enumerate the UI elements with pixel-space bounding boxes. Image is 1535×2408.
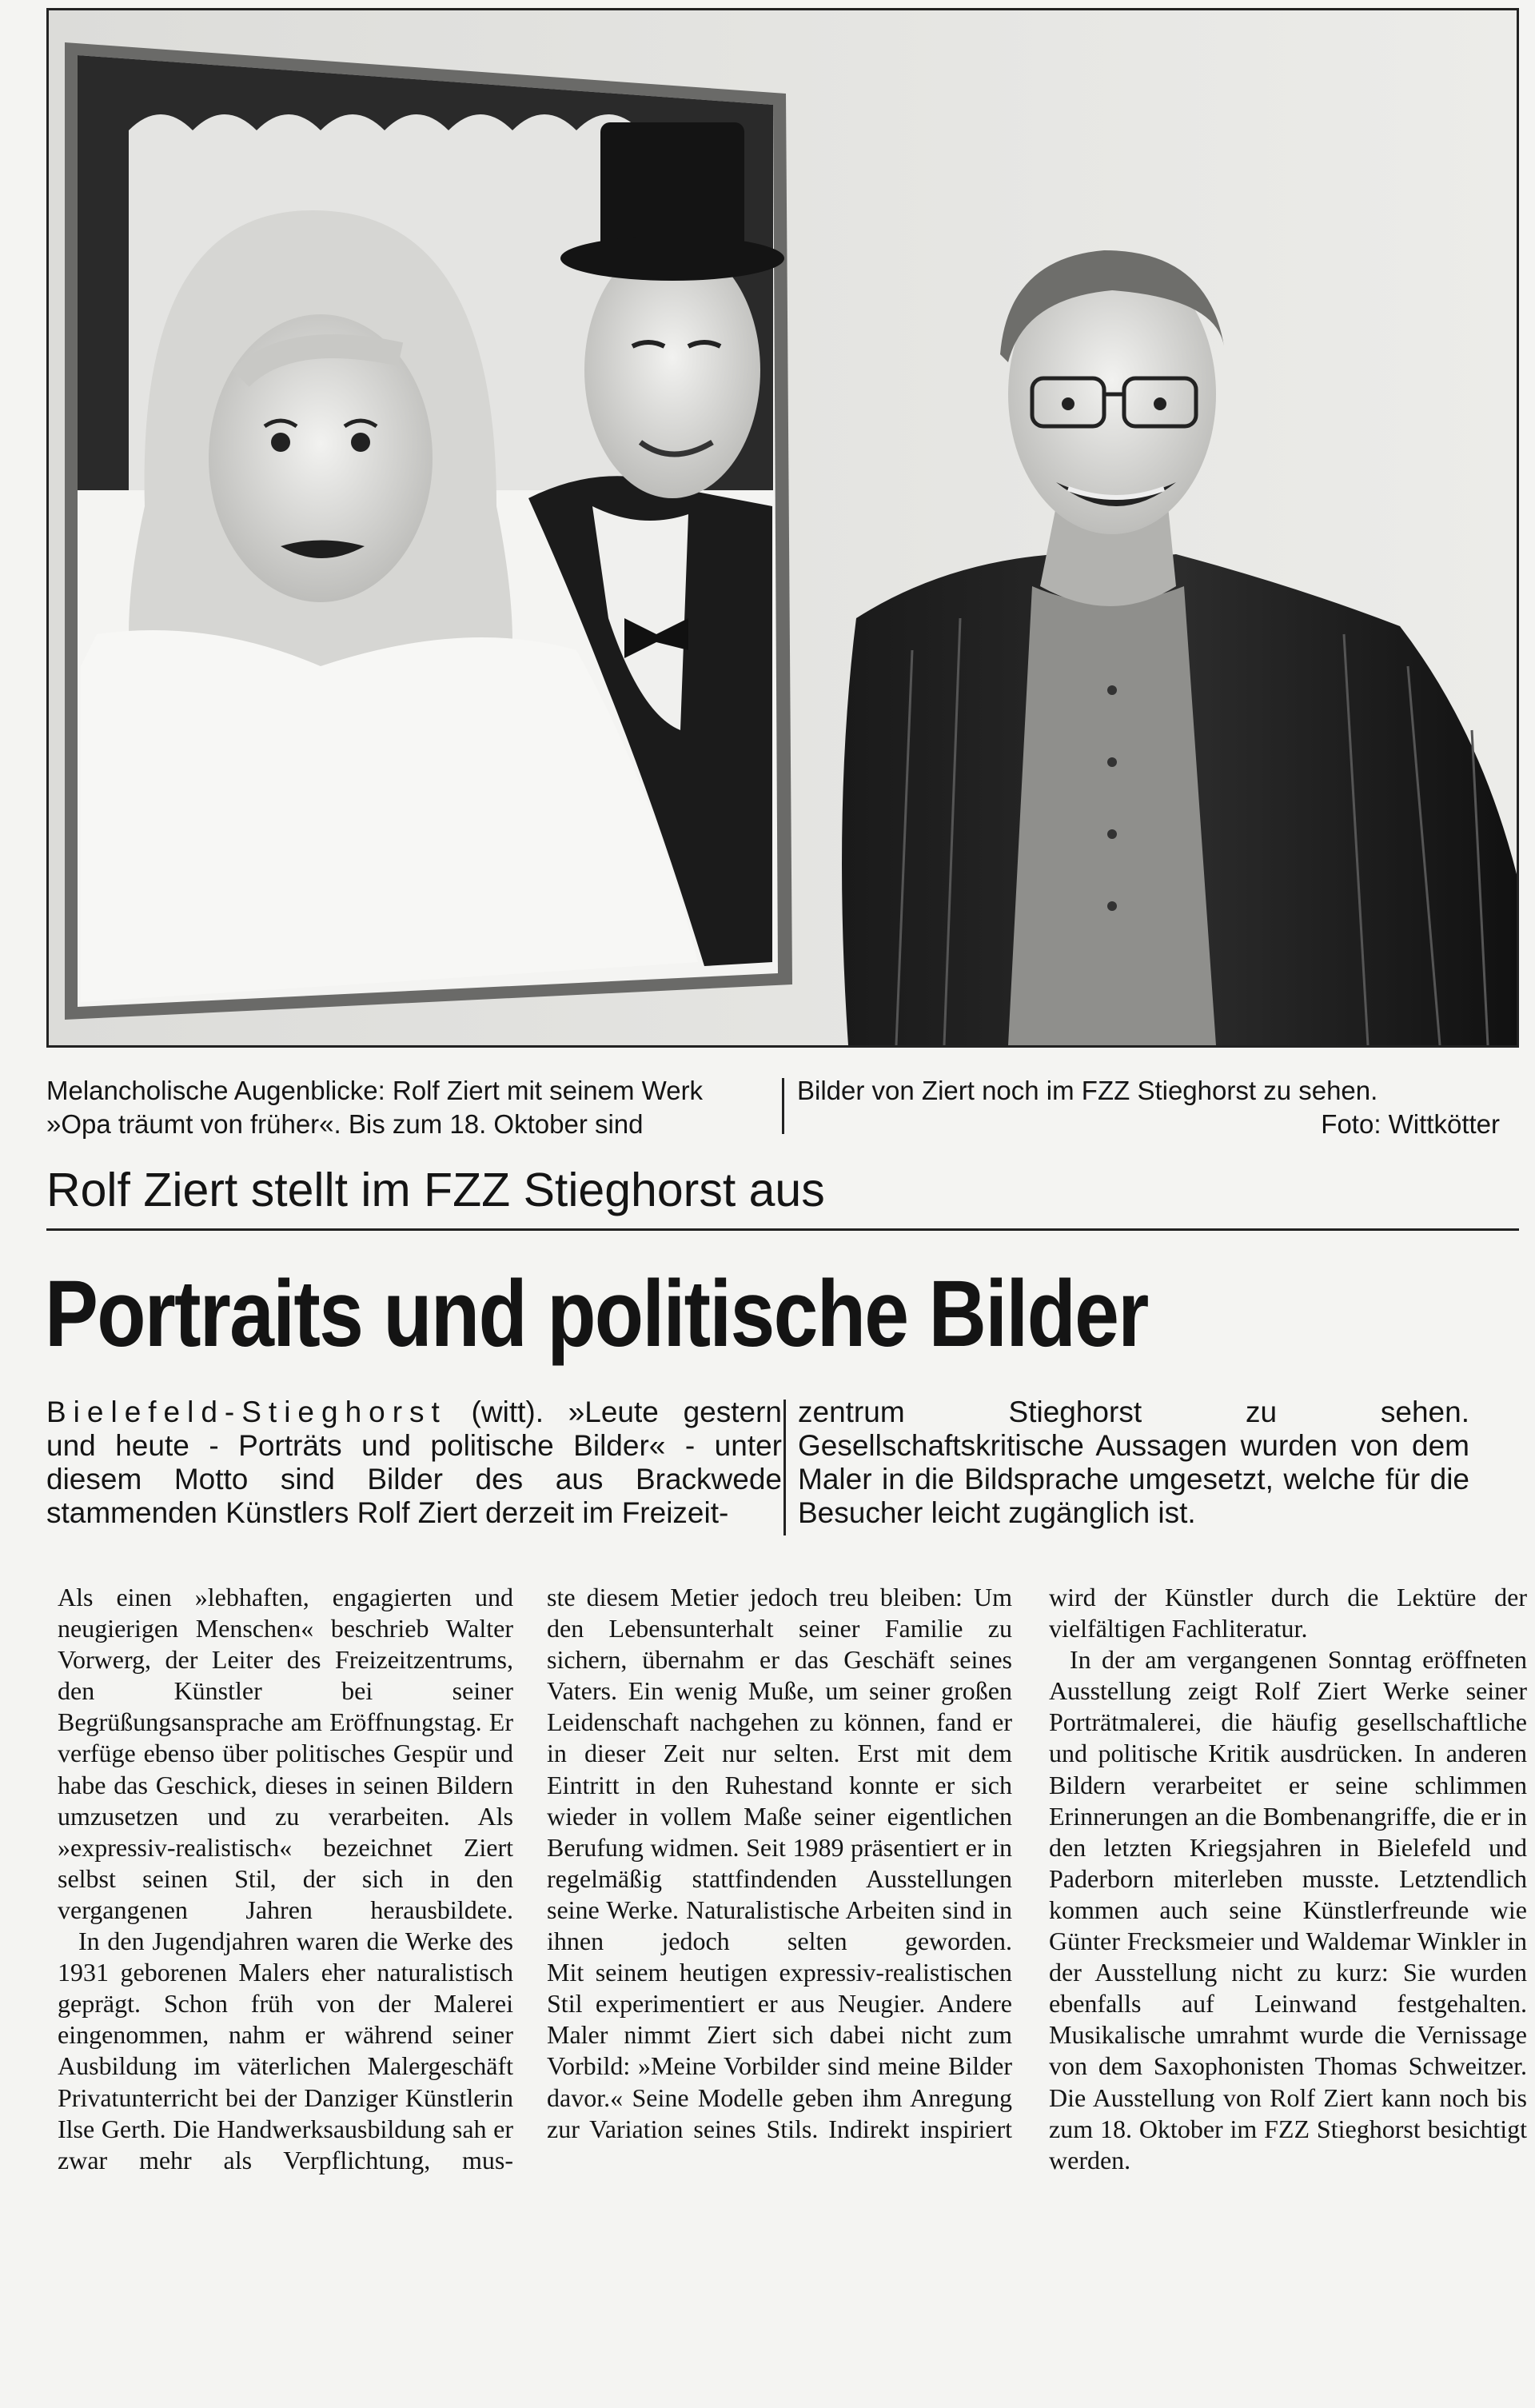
kicker-rule — [46, 1228, 1519, 1231]
body-paragraph: In der am vergangenen Sonntag eröffneten Ausstellung zeigt Rolf Ziert Werke seiner Porträtmalerei, die häufig gesellschaftliche und politische Kritik ausdrücken. In anderen Bildern verarbeitet er seine schlimmen Erinnerungen an die Bombenangriffe, die er in den letzten Kriegsjahren in Bielefeld und Paderborn miterleben musste. Letztendlich kommen auch seine Künstlerfreunde wie Günter Frecksmeier und Waldemar Winkler in der Ausstellung nicht zu kurz: Sie wurden ebenfalls auf Leinwand festgehalten. Musikalische umrahmt wurde die Vernissage von dem Saxophonisten Thomas Schweitzer. — [1049, 1645, 1527, 2081]
lead-column-right — [798, 1396, 1469, 1530]
body-column-1 — [58, 1582, 513, 2176]
body-paragraph: wird der Künstler durch die Lektüre der vielfältigen Fachliteratur. — [1049, 1583, 1527, 1643]
photo-caption-line-3: Bilder von Ziert noch im FZZ Stieghorst zu sehen. — [797, 1076, 1378, 1105]
body-paragraph: ste diesem Metier jedoch treu bleiben: Um den Lebensunterhalt seiner Familie zu sichern, übernahm er das Geschäft seines Vaters. Ein wenig Muße, um seiner großen Leidenschaft nachgehen zu können, fand er in dieser Zeit nur selten. Erst mit dem Eintritt in den Ruhestand konnte er sich wieder in vollem Maße seiner eigentlichen Berufung widmen. Seit 1989 präsentiert er in regelmäßig stattfindenden Ausstellungen seine Werke. Naturalistische Arbeiten sind in ihnen jedoch selten geworden. — [547, 1583, 1012, 1956]
article-headline: Portraits und politische Bilder — [45, 1261, 1148, 1367]
photo-caption-line-1: Melancholische Augenblicke: Rolf Ziert mit seinem Werk — [46, 1076, 704, 1105]
lead-column-left — [46, 1396, 782, 1530]
lead-divider — [783, 1400, 786, 1535]
lead-text-right: zentrum Stieghorst zu sehen. Gesellschaftskritische Aussagen wurden von dem Maler in die Bildsprache umgesetzt, welche für die Besucher leicht zugänglich ist. — [798, 1396, 1469, 1529]
article-photo — [46, 8, 1519, 1048]
body-paragraph: Mit seinem heutigen expressiv-realistischen Stil experimentiert er aus Neugier. Andere Maler nimmt Ziert sich dabei nicht zum Vorbild: »Meine Vorbilder sind meine Bilder davor.« Seine Modelle geben ihm Anregung zur Variation seines Stils. Indirekt inspiriert — [547, 1958, 1012, 2143]
body-paragraph: In den Jugendjahren waren die Werke des 1931 geborenen Malers eher naturalistisch geprägt. Schon früh von der Malerei eingenommen, nahm er während seiner Ausbildung im väterlichen Malergeschäft Privatunterricht bei der Danziger Künstlerin Ilse Gerth. Die Handwerksausbildung sah er zwar mehr als Verpflichtung, mus- — [58, 1927, 513, 2174]
body-column-2 — [547, 1582, 1012, 2145]
dateline: Bielefeld-Stieghorst — [46, 1396, 447, 1428]
article-kicker: Rolf Ziert stellt im FZZ Stieghorst aus — [46, 1164, 825, 1216]
lead-text-left: (witt). »Leute gestern und heute - Porträts und politische Bilder« - unter diesem Motto sind Bilder des aus Brackwede stammenden Künstlers Rolf Ziert derzeit im Freizeit- — [46, 1396, 782, 1529]
caption-divider — [782, 1078, 784, 1134]
body-column-3 — [1049, 1582, 1527, 2176]
body-paragraph: Die Ausstellung von Rolf Ziert kann noch bis zum 18. Oktober im FZZ Stieghorst besichtigt werden. — [1049, 2083, 1527, 2174]
photo-caption-line-2: »Opa träumt von früher«. Bis zum 18. Oktober sind — [46, 1109, 644, 1139]
painting — [65, 42, 792, 1020]
body-paragraph: Als einen »lebhaften, engagierten und neugierigen Menschen« beschrieb Walter Vorwerg, der Leiter des Freizeitzentrums, den Künstler bei seiner Begrüßungsansprache am Eröffnungstag. Er verfüge ebenso über politisches Gespür und habe das Geschick, dieses in seinen Bildern umzusetzen und zu verarbeiten. Als »expressiv-realistisch« bezeichnet Ziert selbst seinen Stil, der sich in den vergangenen Jahren herausbildete. — [58, 1583, 513, 1924]
photo-credit: Foto: Wittkötter — [1321, 1109, 1500, 1139]
